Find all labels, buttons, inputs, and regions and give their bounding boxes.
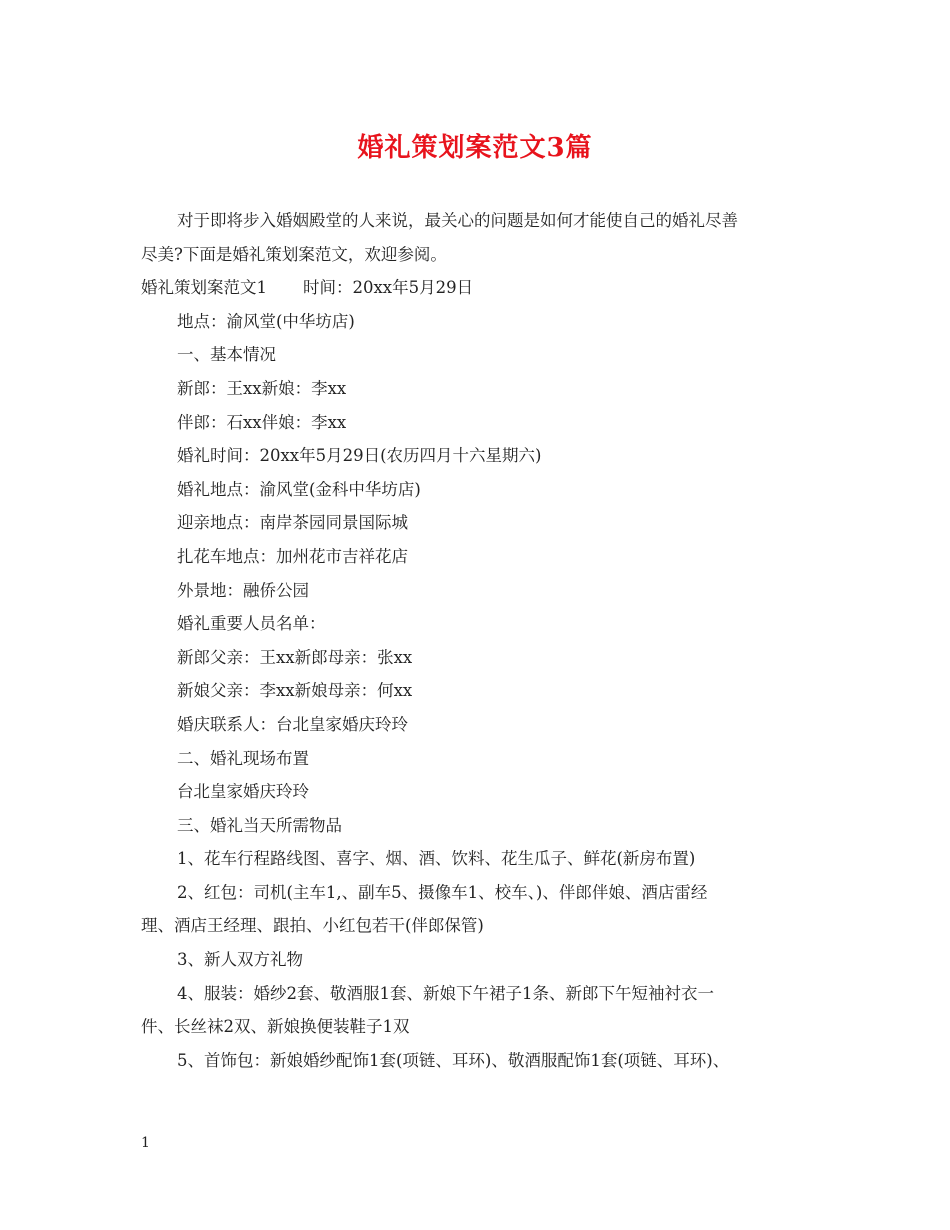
list-item: 5、首饰包：新娘婚纱配饰1套(项链、耳环)、敬酒服配饰1套(项链、耳环)、	[177, 1050, 730, 1070]
body-line: 迎亲地点：南岸茶园同景国际城	[177, 513, 408, 533]
body-line: 婚庆联系人：台北皇家婚庆玲玲	[177, 714, 408, 734]
body-line: 伴郎：石xx伴娘：李xx	[177, 412, 347, 432]
body-line: 婚礼重要人员名单：	[177, 614, 326, 634]
body-line: 婚礼地点：渝风堂(金科中华坊店)	[177, 479, 421, 499]
heading-venue-layout: 二、婚礼现场布置	[177, 748, 309, 768]
body-line: 台北皇家婚庆玲玲	[177, 782, 309, 802]
document-body	[141, 204, 813, 1077]
intro-paragraph-line-1: 对于即将步入婚姻殿堂的人来说，最关心的问题是如何才能使自己的婚礼尽善	[177, 211, 738, 230]
heading-wedding-supplies: 三、婚礼当天所需物品	[177, 815, 342, 835]
section-heading-row	[141, 271, 813, 305]
heading-basic-info: 一、基本情况	[177, 345, 276, 365]
section-time: 时间：20xx年5月29日	[303, 278, 474, 298]
list-item: 1、花车行程路线图、喜字、烟、酒、饮料、花生瓜子、鲜花(新房布置)	[177, 849, 696, 869]
body-line: 扎花车地点：加州花市吉祥花店	[177, 546, 408, 566]
list-item-continuation: 件、长丝袜2双、新娘换便装鞋子1双	[141, 1017, 410, 1037]
document-title: 婚礼策划案范文3篇	[357, 133, 593, 163]
intro-paragraph-line-2: 尽美?下面是婚礼策划案范文，欢迎参阅。	[141, 244, 447, 264]
list-item: 4、服装：婚纱2套、敬酒服1套、新娘下午裙子1条、新郎下午短袖衬衣一	[177, 983, 714, 1003]
body-line: 地点：渝风堂(中华坊店)	[177, 311, 355, 331]
body-line: 婚礼时间：20xx年5月29日(农历四月十六星期六)	[177, 446, 542, 466]
body-line: 新郎父亲：王xx新郎母亲：张xx	[177, 647, 413, 667]
list-item: 2、红包：司机(主车1,、副车5、摄像车1、校车、)、伴郎伴娘、酒店雷经	[177, 882, 708, 902]
body-line: 外景地：融侨公园	[177, 580, 309, 600]
page-number: 1	[141, 1135, 150, 1151]
section-title: 婚礼策划案范文1	[141, 278, 267, 298]
body-line: 新郎：王xx新娘：李xx	[177, 378, 347, 398]
list-item: 3、新人双方礼物	[177, 950, 303, 970]
body-line: 新娘父亲：李xx新娘母亲：何xx	[177, 681, 413, 701]
list-item-continuation: 理、酒店王经理、跟拍、小红包若干(伴郎保管)	[141, 916, 484, 936]
